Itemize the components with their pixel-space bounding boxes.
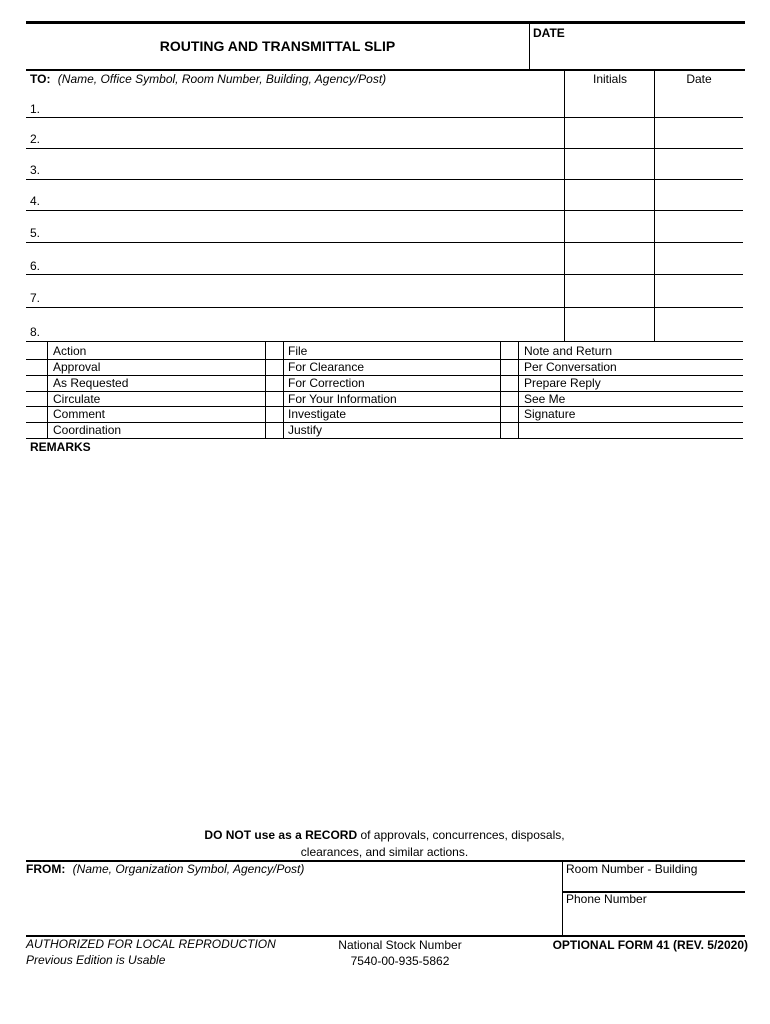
from-divider — [562, 861, 563, 936]
routing-initials-7[interactable] — [568, 289, 650, 305]
checkbox-justify[interactable] — [266, 423, 284, 438]
phone-number-label: Phone Number — [566, 892, 647, 906]
date-label: DATE — [533, 26, 565, 40]
form-title: ROUTING AND TRANSMITTAL SLIP — [159, 38, 396, 54]
phone-number-field[interactable] — [566, 908, 740, 932]
to-label-line — [30, 72, 386, 86]
row-divider — [26, 242, 743, 243]
routing-initials-1[interactable] — [568, 100, 650, 116]
routing-date-5[interactable] — [658, 224, 740, 240]
record-notice — [26, 828, 743, 842]
nsn-value: 7540-00-935-5862 — [350, 954, 450, 968]
checkbox-investigate[interactable] — [266, 407, 284, 422]
row-divider — [26, 210, 743, 211]
for-your-information-label: For Your Information — [288, 392, 397, 406]
see-me-label: See Me — [524, 392, 566, 406]
routing-name-2[interactable] — [44, 130, 559, 146]
form-identifier: OPTIONAL FORM 41 (REV. 5/2020) — [552, 938, 748, 952]
row-divider — [26, 179, 743, 180]
routing-date-3[interactable] — [658, 161, 740, 177]
checkbox-action[interactable] — [28, 343, 46, 358]
action-row-divider — [26, 406, 743, 407]
row-number-1: 1. — [30, 102, 41, 116]
per-conversation-label: Per Conversation — [524, 360, 617, 374]
routing-date-7[interactable] — [658, 289, 740, 305]
actions-bottom-border — [26, 438, 743, 439]
checkbox-comment[interactable] — [28, 407, 46, 422]
notice-rest: of approvals, concurrences, disposals, — [357, 828, 565, 842]
row-number-5: 5. — [30, 226, 41, 240]
prepare-reply-label: Prepare Reply — [524, 376, 601, 390]
file-label: File — [288, 344, 308, 358]
remarks-label: REMARKS — [30, 440, 91, 454]
from-label: FROM: — [26, 862, 66, 876]
initials-col-left — [564, 70, 565, 342]
checkbox-prepare-reply[interactable] — [501, 376, 519, 391]
routing-name-3[interactable] — [44, 161, 559, 177]
checkbox-file[interactable] — [266, 343, 284, 358]
circulate-label: Circulate — [53, 392, 101, 406]
nsn-label: National Stock Number — [338, 938, 462, 952]
routing-date-2[interactable] — [658, 130, 740, 146]
routing-name-6[interactable] — [44, 257, 559, 273]
row-number-2: 2. — [30, 132, 41, 146]
for-clearance-label: For Clearance — [288, 360, 365, 374]
routing-name-8[interactable] — [44, 323, 559, 339]
signature-label: Signature — [524, 407, 576, 421]
routing-name-5[interactable] — [44, 224, 559, 240]
from-field[interactable] — [30, 882, 555, 930]
routing-name-1[interactable] — [44, 100, 559, 116]
checkbox-for-correction[interactable] — [266, 376, 284, 391]
routing-name-4[interactable] — [44, 192, 559, 208]
checkbox-note-and-return[interactable] — [501, 343, 519, 358]
from-hint: (Name, Organization Symbol, Agency/Post) — [72, 862, 305, 876]
action-row-divider — [26, 422, 743, 423]
date-divider — [529, 22, 530, 70]
top-border — [26, 21, 745, 24]
checkbox-blank[interactable] — [501, 423, 519, 438]
remarks-field[interactable] — [26, 458, 746, 822]
date-col-left — [654, 70, 655, 342]
routing-initials-6[interactable] — [568, 257, 650, 273]
to-hint: (Name, Office Symbol, Room Number, Building, Agency/Post) — [57, 72, 387, 86]
routing-initials-2[interactable] — [568, 130, 650, 146]
routing-date-6[interactable] — [658, 257, 740, 273]
action-row-divider — [26, 375, 743, 376]
comment-label: Comment — [53, 407, 106, 421]
coordination-label: Coordination — [53, 423, 122, 437]
checkbox-for-clearance[interactable] — [266, 360, 284, 375]
notice-line-2: clearances, and similar actions. — [300, 845, 469, 859]
routing-name-7[interactable] — [44, 289, 559, 305]
row-divider — [26, 148, 743, 149]
header-bottom-border — [26, 69, 745, 71]
row-number-7: 7. — [30, 291, 41, 305]
justify-label: Justify — [288, 423, 323, 437]
action-row-divider — [26, 359, 743, 360]
row-number-6: 6. — [30, 259, 41, 273]
routing-initials-3[interactable] — [568, 161, 650, 177]
note-and-return-label: Note and Return — [524, 344, 613, 358]
to-label: TO: — [30, 72, 51, 86]
actions-top-border — [26, 341, 743, 342]
routing-date-8[interactable] — [658, 323, 740, 339]
row-divider — [26, 307, 743, 308]
approval-label: Approval — [53, 360, 101, 374]
checkbox-circulate[interactable] — [28, 392, 46, 407]
routing-date-4[interactable] — [658, 192, 740, 208]
checkbox-per-conversation[interactable] — [501, 360, 519, 375]
row-number-4: 4. — [30, 194, 41, 208]
from-label-line — [26, 862, 304, 876]
row-divider — [26, 274, 743, 275]
row-number-8: 8. — [30, 325, 41, 339]
routing-initials-4[interactable] — [568, 192, 650, 208]
room-number-field[interactable] — [566, 877, 740, 890]
investigate-label: Investigate — [288, 407, 347, 421]
checkbox-as-requested[interactable] — [28, 376, 46, 391]
routing-initials-5[interactable] — [568, 224, 650, 240]
previous-edition: Previous Edition is Usable — [26, 953, 166, 967]
action-label: Action — [53, 344, 87, 358]
checkbox-for-your-information[interactable] — [266, 392, 284, 407]
checkbox-see-me[interactable] — [501, 392, 519, 407]
notice-bold: DO NOT use as a RECORD — [204, 828, 358, 842]
authorized-reproduction: AUTHORIZED FOR LOCAL REPRODUCTION — [26, 937, 276, 951]
room-number-label: Room Number - Building — [566, 862, 698, 876]
checkbox-signature[interactable] — [501, 407, 519, 422]
date-field[interactable] — [534, 44, 739, 64]
row-number-3: 3. — [30, 163, 41, 177]
initials-header: Initials — [592, 72, 627, 86]
as-requested-label: As Requested — [53, 376, 129, 390]
date-header: Date — [686, 72, 712, 86]
checkbox-approval[interactable] — [28, 360, 46, 375]
for-correction-label: For Correction — [288, 376, 365, 390]
row-divider — [26, 117, 743, 118]
routing-initials-8[interactable] — [568, 323, 650, 339]
checkbox-coordination[interactable] — [28, 423, 46, 438]
routing-date-1[interactable] — [658, 100, 740, 116]
